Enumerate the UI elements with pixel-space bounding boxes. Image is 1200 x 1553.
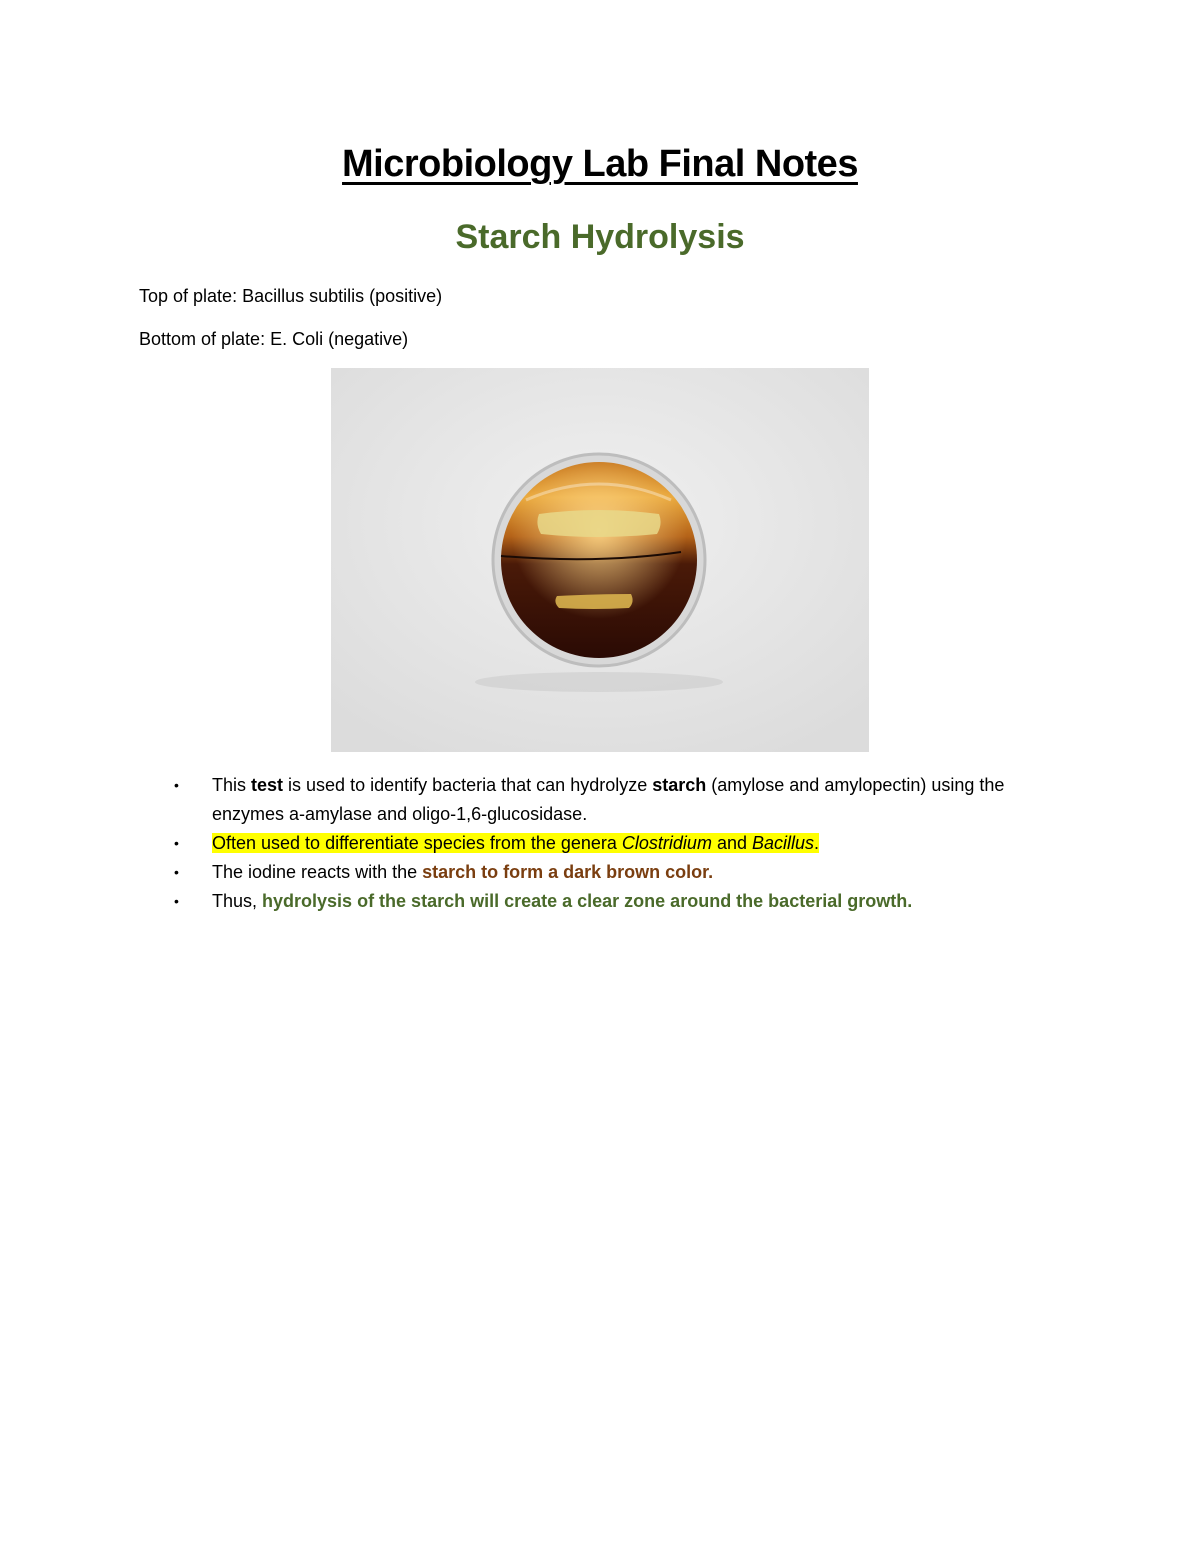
bullet-icon: • xyxy=(174,864,179,880)
petri-dish-photo xyxy=(331,368,869,752)
bullet-icon: • xyxy=(174,777,179,793)
page-title: Microbiology Lab Final Notes xyxy=(342,143,858,185)
bullet-list xyxy=(0,771,1200,916)
list-item: • The iodine reacts with the starch to form a dark brown color. xyxy=(0,858,1072,887)
bullet-icon: • xyxy=(174,835,179,851)
list-item: • Thus, hydrolysis of the starch will create a clear zone around the bacterial growth. xyxy=(0,887,1072,916)
top-of-plate-note: Top of plate: Bacillus subtilis (positive) xyxy=(139,286,443,306)
petri-dish-icon xyxy=(331,368,869,752)
section-heading: Starch Hydrolysis xyxy=(455,218,745,256)
list-item: • This test is used to identify bacteria that can hydrolyze starch (amylose and amylopectin) using the enzymes a-amylase and oligo-1,6-glucosidase. xyxy=(0,771,1072,829)
list-item xyxy=(0,829,1072,858)
bullet-icon: • xyxy=(174,893,179,909)
bottom-of-plate-note: Bottom of plate: E. Coli (negative) xyxy=(139,329,409,349)
highlighted-text: Often used to differentiate species from the genera Clostridium and Bacillus. xyxy=(212,833,820,853)
